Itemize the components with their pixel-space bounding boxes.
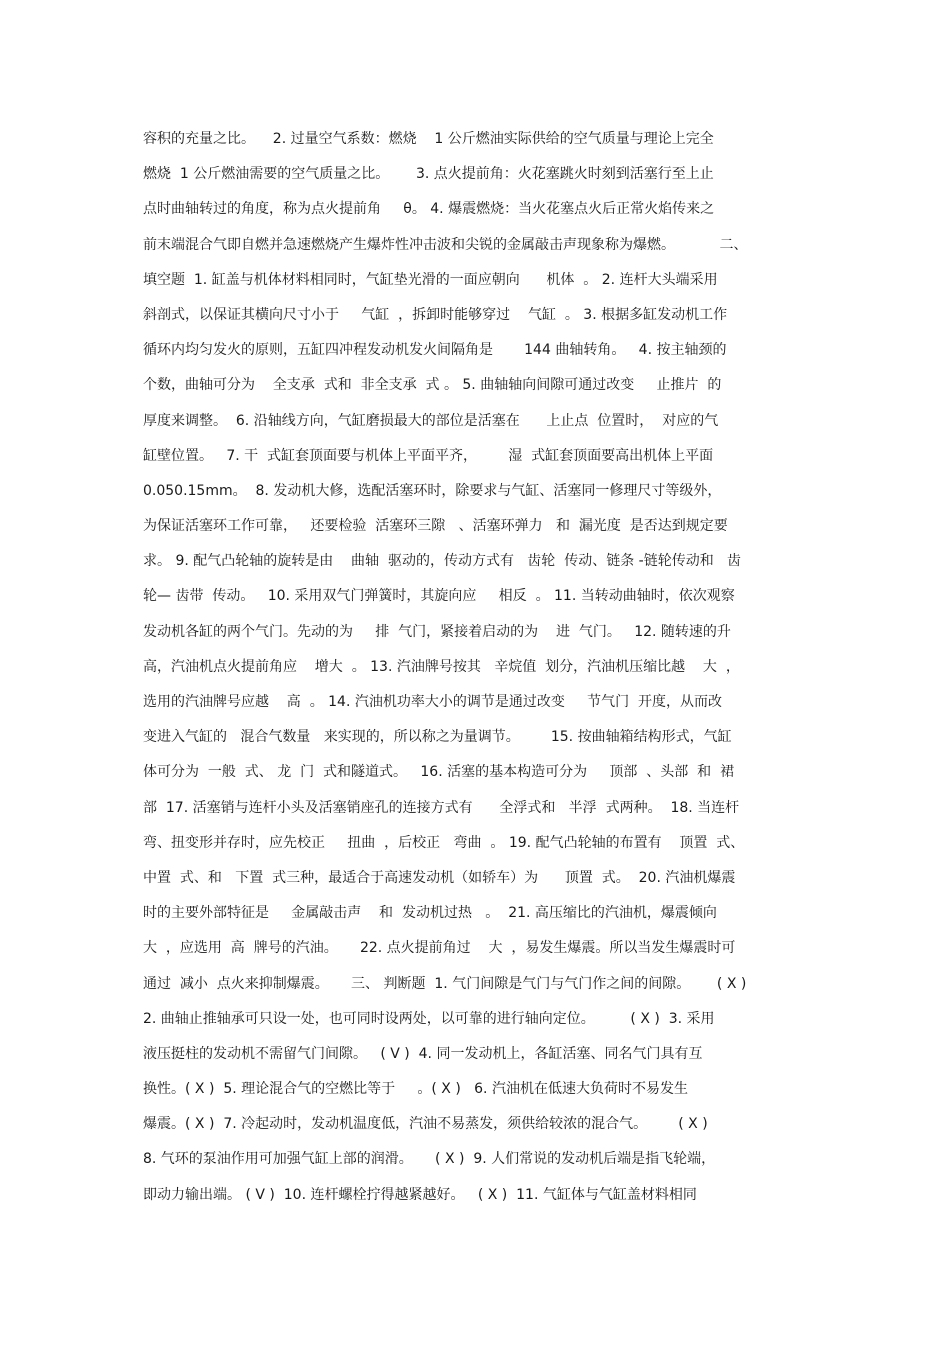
text-line: 液压挺柱的发动机不需留气门间隙。 ( V ) 4. 同一发动机上，各缸活塞、同名气门具有互 xyxy=(143,1045,703,1062)
text-line: 选用的汽油牌号应越 高 。 14. 汽油机功率大小的调节是通过改变 节气门 开度，从而改 xyxy=(143,694,723,710)
text-line: 0.050.15mm。 8. 发动机大修，选配活塞环时，除要求与气缸、活塞同一修理尺寸等级外， xyxy=(143,482,722,499)
text-line: 缸壁位置。 7. 干 式缸套顶面要与机体上平面平齐， 湿 式缸套顶面要高出机体上平面 xyxy=(143,447,714,464)
text-line: 弯、扭变形并存时，应先校正 扭曲 ，后校正 弯曲 。 19. 配气凸轮轴的布置有 顶置 式、 xyxy=(143,834,745,851)
text-line: 爆震。( X ) 7. 冷起动时，发动机温度低，汽油不易蒸发，须供给较浓的混合气。 ( X ) xyxy=(143,1116,708,1133)
text-line: 时的主要外部特征是 金属敲击声 和 发动机过热 。 21. 高压缩比的汽油机，爆震倾向 xyxy=(143,905,717,922)
text-line: 点时曲轴转过的角度，称为点火提前角 θ。 4. 爆震燃烧：当火花塞点火后正常火焰传来之 xyxy=(143,201,715,218)
text-line: 填空题 1. 缸盖与机体材料相同时，气缸垫光滑的一面应朝向 机体 。 2. 连杆大头端采用 xyxy=(143,271,718,288)
text-line: 大 ，应选用 高 牌号的汽油。 22. 点火提前角过 大 ，易发生爆震。所以当发生爆震时可 xyxy=(143,940,736,957)
text-line: 轮— 齿带 传动。 10. 采用双气门弹簧时，其旋向应 相反 。 11. 当转动曲轴时，依次观察 xyxy=(143,588,735,605)
text-line: 8. 气环的泵油作用可加强气缸上部的润滑。 ( X ) 9. 人们常说的发动机后端是指飞轮端， xyxy=(143,1151,716,1168)
text-line: 体可分为 一般 式、 龙 门 式和隧道式。 16. 活塞的基本构造可分为 顶部 、头部 和 裙 xyxy=(143,764,735,781)
text-line: 个数，曲轴可分为 全支承 式和 非全支承 式 。 5. 曲轴轴向间隙可通过改变 止推片 的 xyxy=(143,377,722,394)
text-line: 厚度来调整。 6. 沿轴线方向，气缸磨损最大的部位是活塞在 上止点 位置时， 对应的气 xyxy=(143,412,719,429)
text-line: 高，汽油机点火提前角应 增大 。 13. 汽油牌号按其 辛烷值 划分，汽油机压缩比越 大 ， xyxy=(143,658,740,675)
text-line: 变进入气缸的 混合气数量 来实现的，所以称之为量调节。 15. 按曲轴箱结构形式，气缸 xyxy=(143,729,732,746)
text-line: 通过 减小 点火来抑制爆震。 三、 判断题 1. 气门间隙是气门与气门作之间的间隙。 ( X ) xyxy=(143,975,747,992)
text-line: 发动机各缸的两个气门。先动的为 排 气门，紧接着启动的为 进 气门。 12. 随转速的升 xyxy=(143,623,731,640)
text-line: 循环内均匀发火的原则，五缸四冲程发动机发火间隔角是 144 曲轴转角。 4. 按主轴颈的 xyxy=(143,342,727,359)
text-line: 换性。( X ) 5. 理论混合气的空燃比等于 。( X ) 6. 汽油机在低速大负荷时不易发生 xyxy=(143,1081,688,1098)
text-line: 2. 曲轴止推轴承可只设一处，也可同时设两处，以可靠的进行轴向定位。 ( X ) 3. 采用 xyxy=(143,1010,715,1027)
text-line: 斜剖式，以保证其横向尺寸小于 气缸 ，拆卸时能够穿过 气缸 。 3. 根据多缸发动机工作 xyxy=(143,306,728,323)
text-line: 燃烧 1 公斤燃油需要的空气质量之比。 3. 点火提前角：火花塞跳火时刻到活塞行至上止 xyxy=(143,166,714,183)
text-line: 为保证活塞环工作可靠， 还要检验 活塞环三隙 、活塞环弹力 和 漏光度 是否达到规定要 xyxy=(143,518,728,535)
text-line: 求。 9. 配气凸轮轴的旋转是由 曲轴 驱动的，传动方式有 齿轮 传动、链条 -链轮传动和 齿 xyxy=(143,553,742,570)
text-line: 容积的充量之比。 2. 过量空气系数：燃烧 1 公斤燃油实际供给的空气质量与理论上完全 xyxy=(143,131,714,147)
text-line: 前末端混合气即自燃并急速燃烧产生爆炸性冲击波和尖锐的金属敲击声现象称为爆燃。 二、 xyxy=(143,236,748,253)
text-line: 中置 式、和 下置 式三种，最适合于高速发动机（如轿车）为 顶置 式。 20. 汽油机爆震 xyxy=(143,869,736,886)
body-text xyxy=(143,122,823,1213)
text-line: 即动力输出端。 ( V ) 10. 连杆螺栓拧得越紧越好。 ( X ) 11. 气缸体与气缸盖材料相同 xyxy=(143,1186,697,1203)
text-line: 部 17. 活塞销与连杆小头及活塞销座孔的连接方式有 全浮式和 半浮 式两种。 18. 当连杆 xyxy=(143,799,740,816)
